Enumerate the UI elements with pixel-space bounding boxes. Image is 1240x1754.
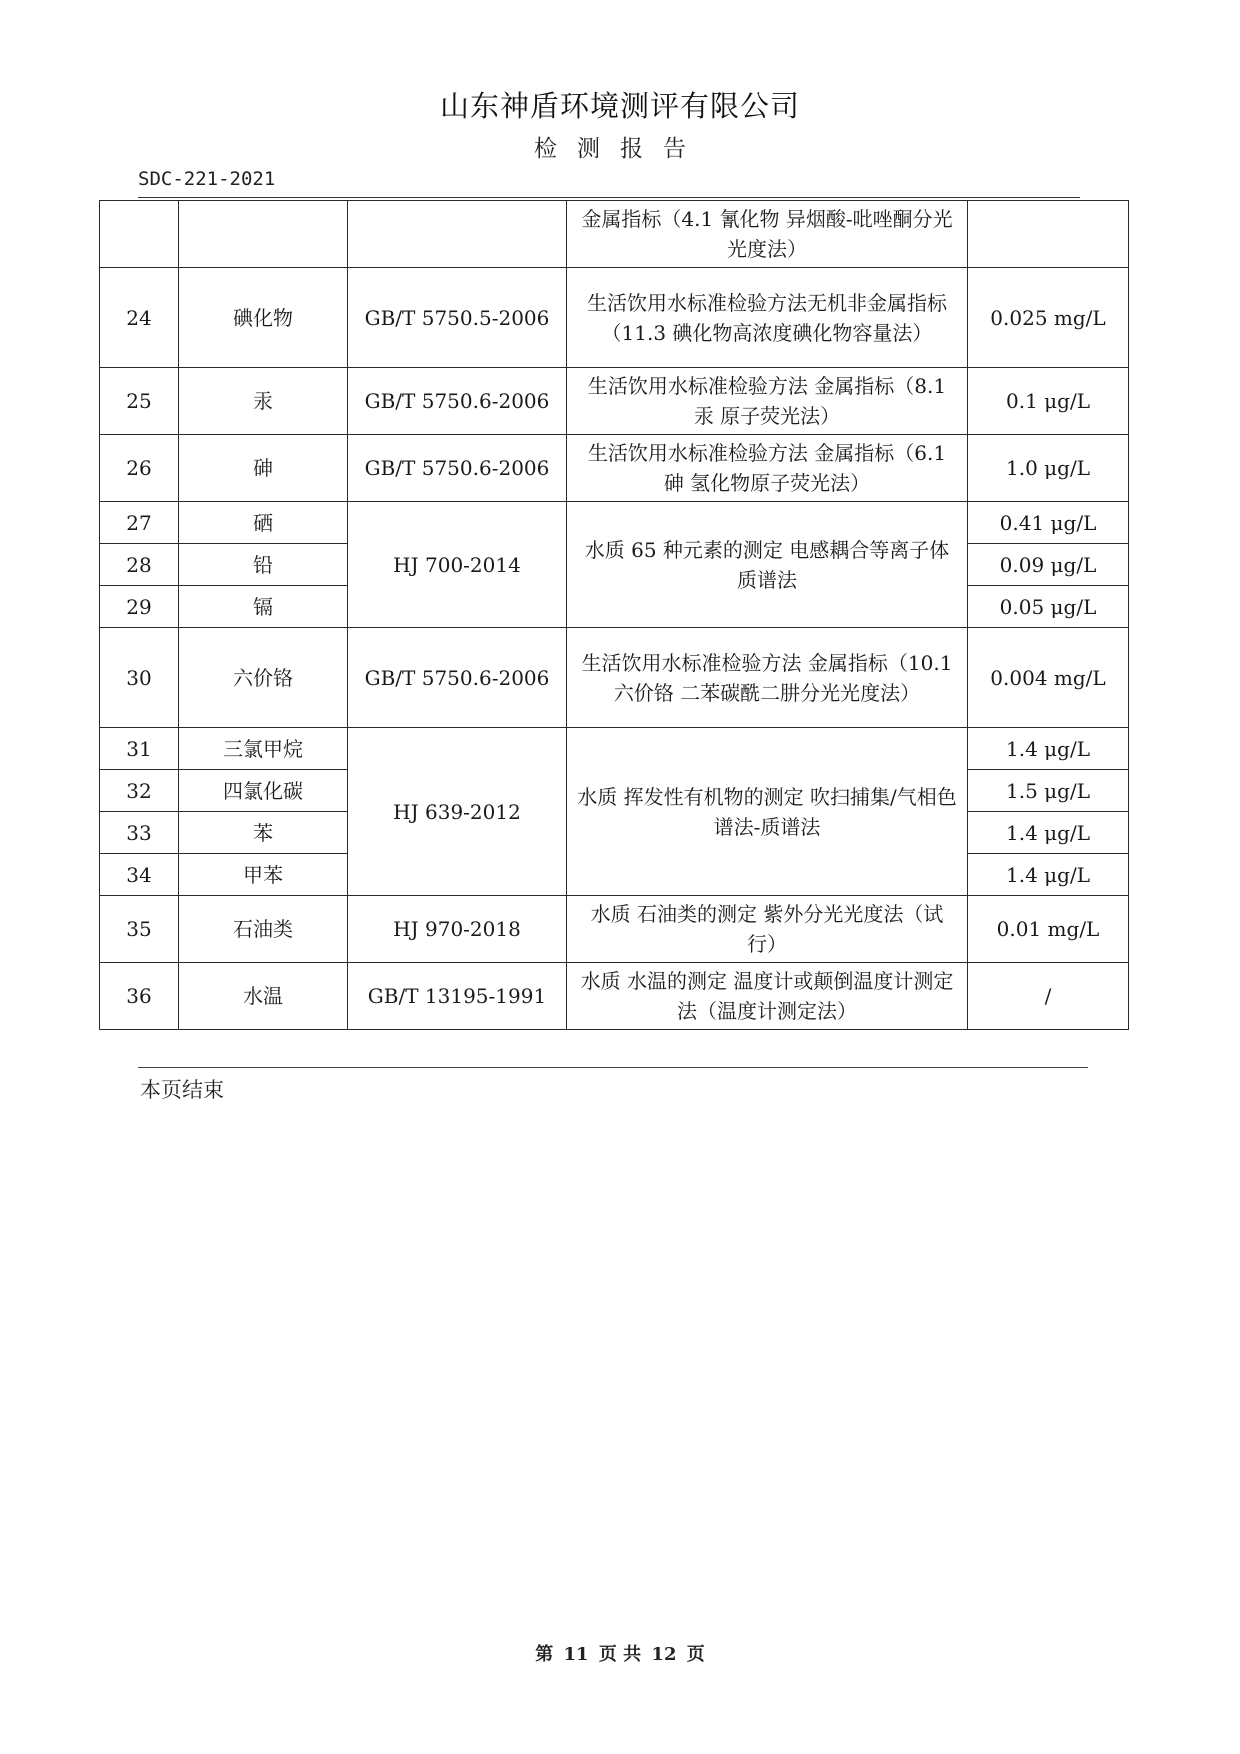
standard-code: HJ 970-2018: [348, 896, 567, 963]
row-number: [100, 201, 179, 268]
detection-limit: 0.09 μg/L: [968, 544, 1129, 586]
detection-limit: 1.4 μg/L: [968, 728, 1129, 770]
row-number: 24: [100, 268, 179, 368]
page-suffix: 页: [686, 1644, 705, 1665]
test-method: 水质 挥发性有机物的测定 吹扫捕集/气相色谱法-质谱法: [567, 728, 968, 896]
detection-limit: 0.1 μg/L: [968, 368, 1129, 435]
test-method: 水质 65 种元素的测定 电感耦合等离子体质谱法: [567, 502, 968, 628]
row-number: 26: [100, 435, 179, 502]
row-number: 33: [100, 812, 179, 854]
test-item: 铅: [179, 544, 348, 586]
standard-code: HJ 639-2012: [348, 728, 567, 896]
detection-limit: 1.4 μg/L: [968, 854, 1129, 896]
test-item: [179, 201, 348, 268]
header-divider: [138, 197, 1080, 198]
table-row: [100, 268, 1129, 368]
detection-limit: 0.41 μg/L: [968, 502, 1129, 544]
detection-limit: 0.05 μg/L: [968, 586, 1129, 628]
detection-limit: 0.025 mg/L: [968, 268, 1129, 368]
table-row: [100, 368, 1129, 435]
test-item: 苯: [179, 812, 348, 854]
company-name: 山东神盾环境测评有限公司: [439, 89, 800, 123]
test-item: 甲苯: [179, 854, 348, 896]
detection-limit: 0.004 mg/L: [968, 628, 1129, 728]
row-number: 27: [100, 502, 179, 544]
detection-limit: 1.4 μg/L: [968, 812, 1129, 854]
test-method: 水质 水温的测定 温度计或颠倒温度计测定法（温度计测定法）: [567, 963, 968, 1030]
row-number: 29: [100, 586, 179, 628]
test-method: 生活饮用水标准检验方法 金属指标（8.1 汞 原子荧光法）: [567, 368, 968, 435]
test-item: 水温: [179, 963, 348, 1030]
table-row: [100, 728, 1129, 770]
test-item: 石油类: [179, 896, 348, 963]
table-row: [100, 201, 1129, 268]
test-method: 生活饮用水标准检验方法无机非金属指标（11.3 碘化物高浓度碘化物容量法）: [567, 268, 968, 368]
page-current: 11: [563, 1644, 589, 1665]
test-item: 汞: [179, 368, 348, 435]
report-number: SDC-221-2021: [138, 168, 276, 190]
detection-limit: 0.01 mg/L: [968, 896, 1129, 963]
test-item: 碘化物: [179, 268, 348, 368]
test-item: 镉: [179, 586, 348, 628]
page-middle: 页 共: [598, 1644, 642, 1665]
test-method: 金属指标（4.1 氰化物 异烟酸-吡唑酮分光光度法）: [567, 201, 968, 268]
detection-limit: 1.5 μg/L: [968, 770, 1129, 812]
standard-code: GB/T 5750.5-2006: [348, 268, 567, 368]
test-item: 硒: [179, 502, 348, 544]
test-method-table: [99, 200, 1129, 1030]
standard-code: [348, 201, 567, 268]
row-number: 36: [100, 963, 179, 1030]
standard-code: GB/T 5750.6-2006: [348, 435, 567, 502]
row-number: 32: [100, 770, 179, 812]
standard-code: GB/T 5750.6-2006: [348, 368, 567, 435]
report-title: 检测报告: [534, 136, 706, 162]
page-total: 12: [651, 1644, 677, 1665]
table-row: [100, 628, 1129, 728]
page-prefix: 第: [535, 1644, 554, 1665]
standard-code: GB/T 5750.6-2006: [348, 628, 567, 728]
row-number: 31: [100, 728, 179, 770]
footer-divider: [138, 1067, 1088, 1068]
test-method: 水质 石油类的测定 紫外分光光度法（试行）: [567, 896, 968, 963]
test-method: 生活饮用水标准检验方法 金属指标（10.1 六价铬 二苯碳酰二肼分光光度法）: [567, 628, 968, 728]
standard-code: GB/T 13195-1991: [348, 963, 567, 1030]
row-number: 25: [100, 368, 179, 435]
detection-limit: /: [968, 963, 1129, 1030]
test-method: 生活饮用水标准检验方法 金属指标（6.1 砷 氢化物原子荧光法）: [567, 435, 968, 502]
table-row: [100, 502, 1129, 544]
page-number: [0, 1640, 1240, 1666]
end-of-page-note: 本页结束: [140, 1078, 224, 1102]
test-item: 六价铬: [179, 628, 348, 728]
row-number: 35: [100, 896, 179, 963]
detection-limit: 1.0 μg/L: [968, 435, 1129, 502]
test-item: 砷: [179, 435, 348, 502]
detection-limit: [968, 201, 1129, 268]
row-number: 28: [100, 544, 179, 586]
test-item: 四氯化碳: [179, 770, 348, 812]
table-row: [100, 435, 1129, 502]
table-row: [100, 896, 1129, 963]
standard-code: HJ 700-2014: [348, 502, 567, 628]
row-number: 34: [100, 854, 179, 896]
test-item: 三氯甲烷: [179, 728, 348, 770]
table-row: [100, 963, 1129, 1030]
row-number: 30: [100, 628, 179, 728]
